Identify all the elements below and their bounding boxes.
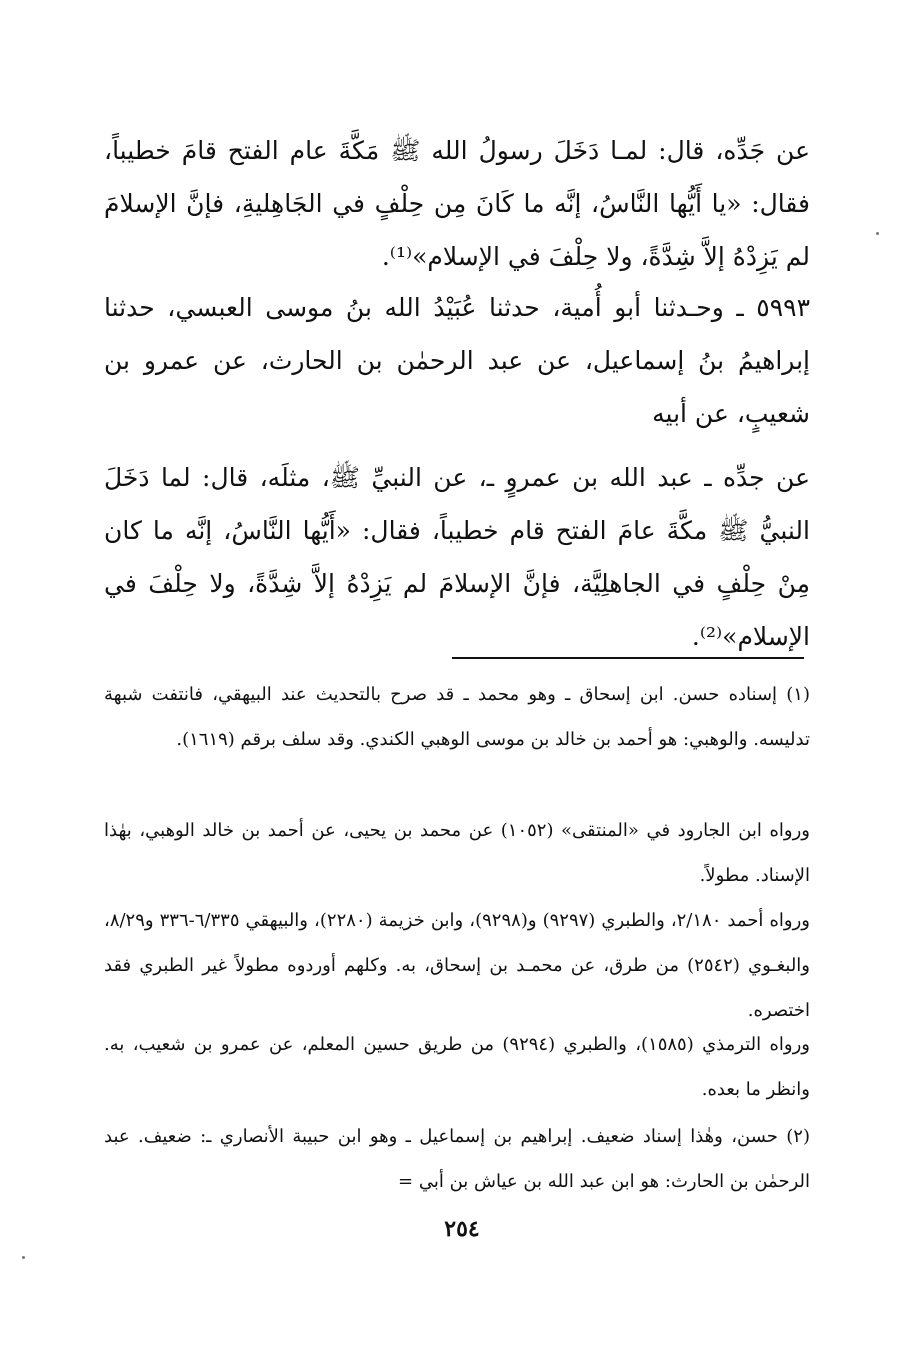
main-paragraph-2: ٥٩٩٣ ـ وحـدثنا أبو أُمية، حدثنا عُبَيْدُ الله بنُ موسى العبسي، حدثنا إبراهيمُ بنُ إسماعيل، عن عبد الرحمٰن بن الحارث، عن عمرو بن شعيبٍ، عن أبيه <box>104 293 810 428</box>
footnote-1-paragraph-2: ورواه ابن الجارود في «المنتقى» (١٠٥٢) عن محمد بن يحيى، عن أحمد بن خالد الوهبي، بهٰذا الإسناد. مطولاً. <box>104 820 811 886</box>
scan-speck <box>22 1256 25 1259</box>
footnote-1: (١) إسناده حسن. ابن إسحاق ـ وهو محمد ـ قد صرح بالتحديث عند البيهقي، فانتفت شبهة تدليسه. والوهبي: هو أحمد بن خالد بن موسى الوهبي الكندي. وقد سلف برقم (١٦١٩). <box>104 684 810 750</box>
main-paragraph-1: عن جَدِّه، قال: لمـا دَخَلَ رسولُ الله ﷺ مَكَّةَ عام الفتح قامَ خطيباً، فقال: «يا أَيُّها النَّاسُ، إنَّه ما كَانَ مِن حِلْفٍ في الجَاهِليةِ، فإنَّ الإسلامَ لم يَزِدْهُ إلاَّ شِدَّةً، ولا حِلْفَ في الإسلام»⁽¹⁾. <box>104 136 810 271</box>
footnote-1-paragraph-3: ورواه أحمد ٢/١٨٠، والطبري (٩٢٩٧) و(٩٢٩٨)، وابن خزيمة (٢٢٨٠)، والبيهقي ٦/٣٣٥-٣٣٦ و٨/٢٩، والبغـوي (٢٥٤٢) من طرق، عن محمـد بن إسحاق، به. وكلهم أوردوه مطولاً غير الطبري فقد اختصره. <box>104 910 810 1021</box>
footnote-1-paragraph-4: ورواه الترمذي (١٥٨٥)، والطبري (٩٢٩٤) من طريق حسين المعلم، عن عمرو بن شعيب، به. وانظر ما بعده. <box>104 1034 810 1100</box>
scan-speck <box>876 232 879 235</box>
footnote-separator <box>452 657 804 659</box>
main-paragraph-3: عن جدِّه ـ عبد الله بن عمروٍ ـ، عن النبيِّ ﷺ، مثلَه، قال: لما دَخَلَ النبيُّ ﷺ مكَّةَ عامَ الفتح قام خطيباً، فقال: «أَيُّها النَّاسُ، إنَّه ما كان مِنْ حِلْفٍ في الجاهلِيَّة، فإنَّ الإسلامَ لم يَزِدْهُ إلاَّ شِدَّةً، ولا حِلْفَ في الإسلام»⁽²⁾. <box>104 463 810 651</box>
page-number: ٢٥٤ <box>444 1216 480 1242</box>
footnote-2: (٢) حسن، وهٰذا إسناد ضعيف. إبراهيم بن إسماعيل ـ وهو ابن حبيبة الأنصاري ـ: ضعيف. عبد الرحمٰن بن الحارث: هو ابن عبد الله بن عياش بن أبي = <box>104 1126 810 1192</box>
